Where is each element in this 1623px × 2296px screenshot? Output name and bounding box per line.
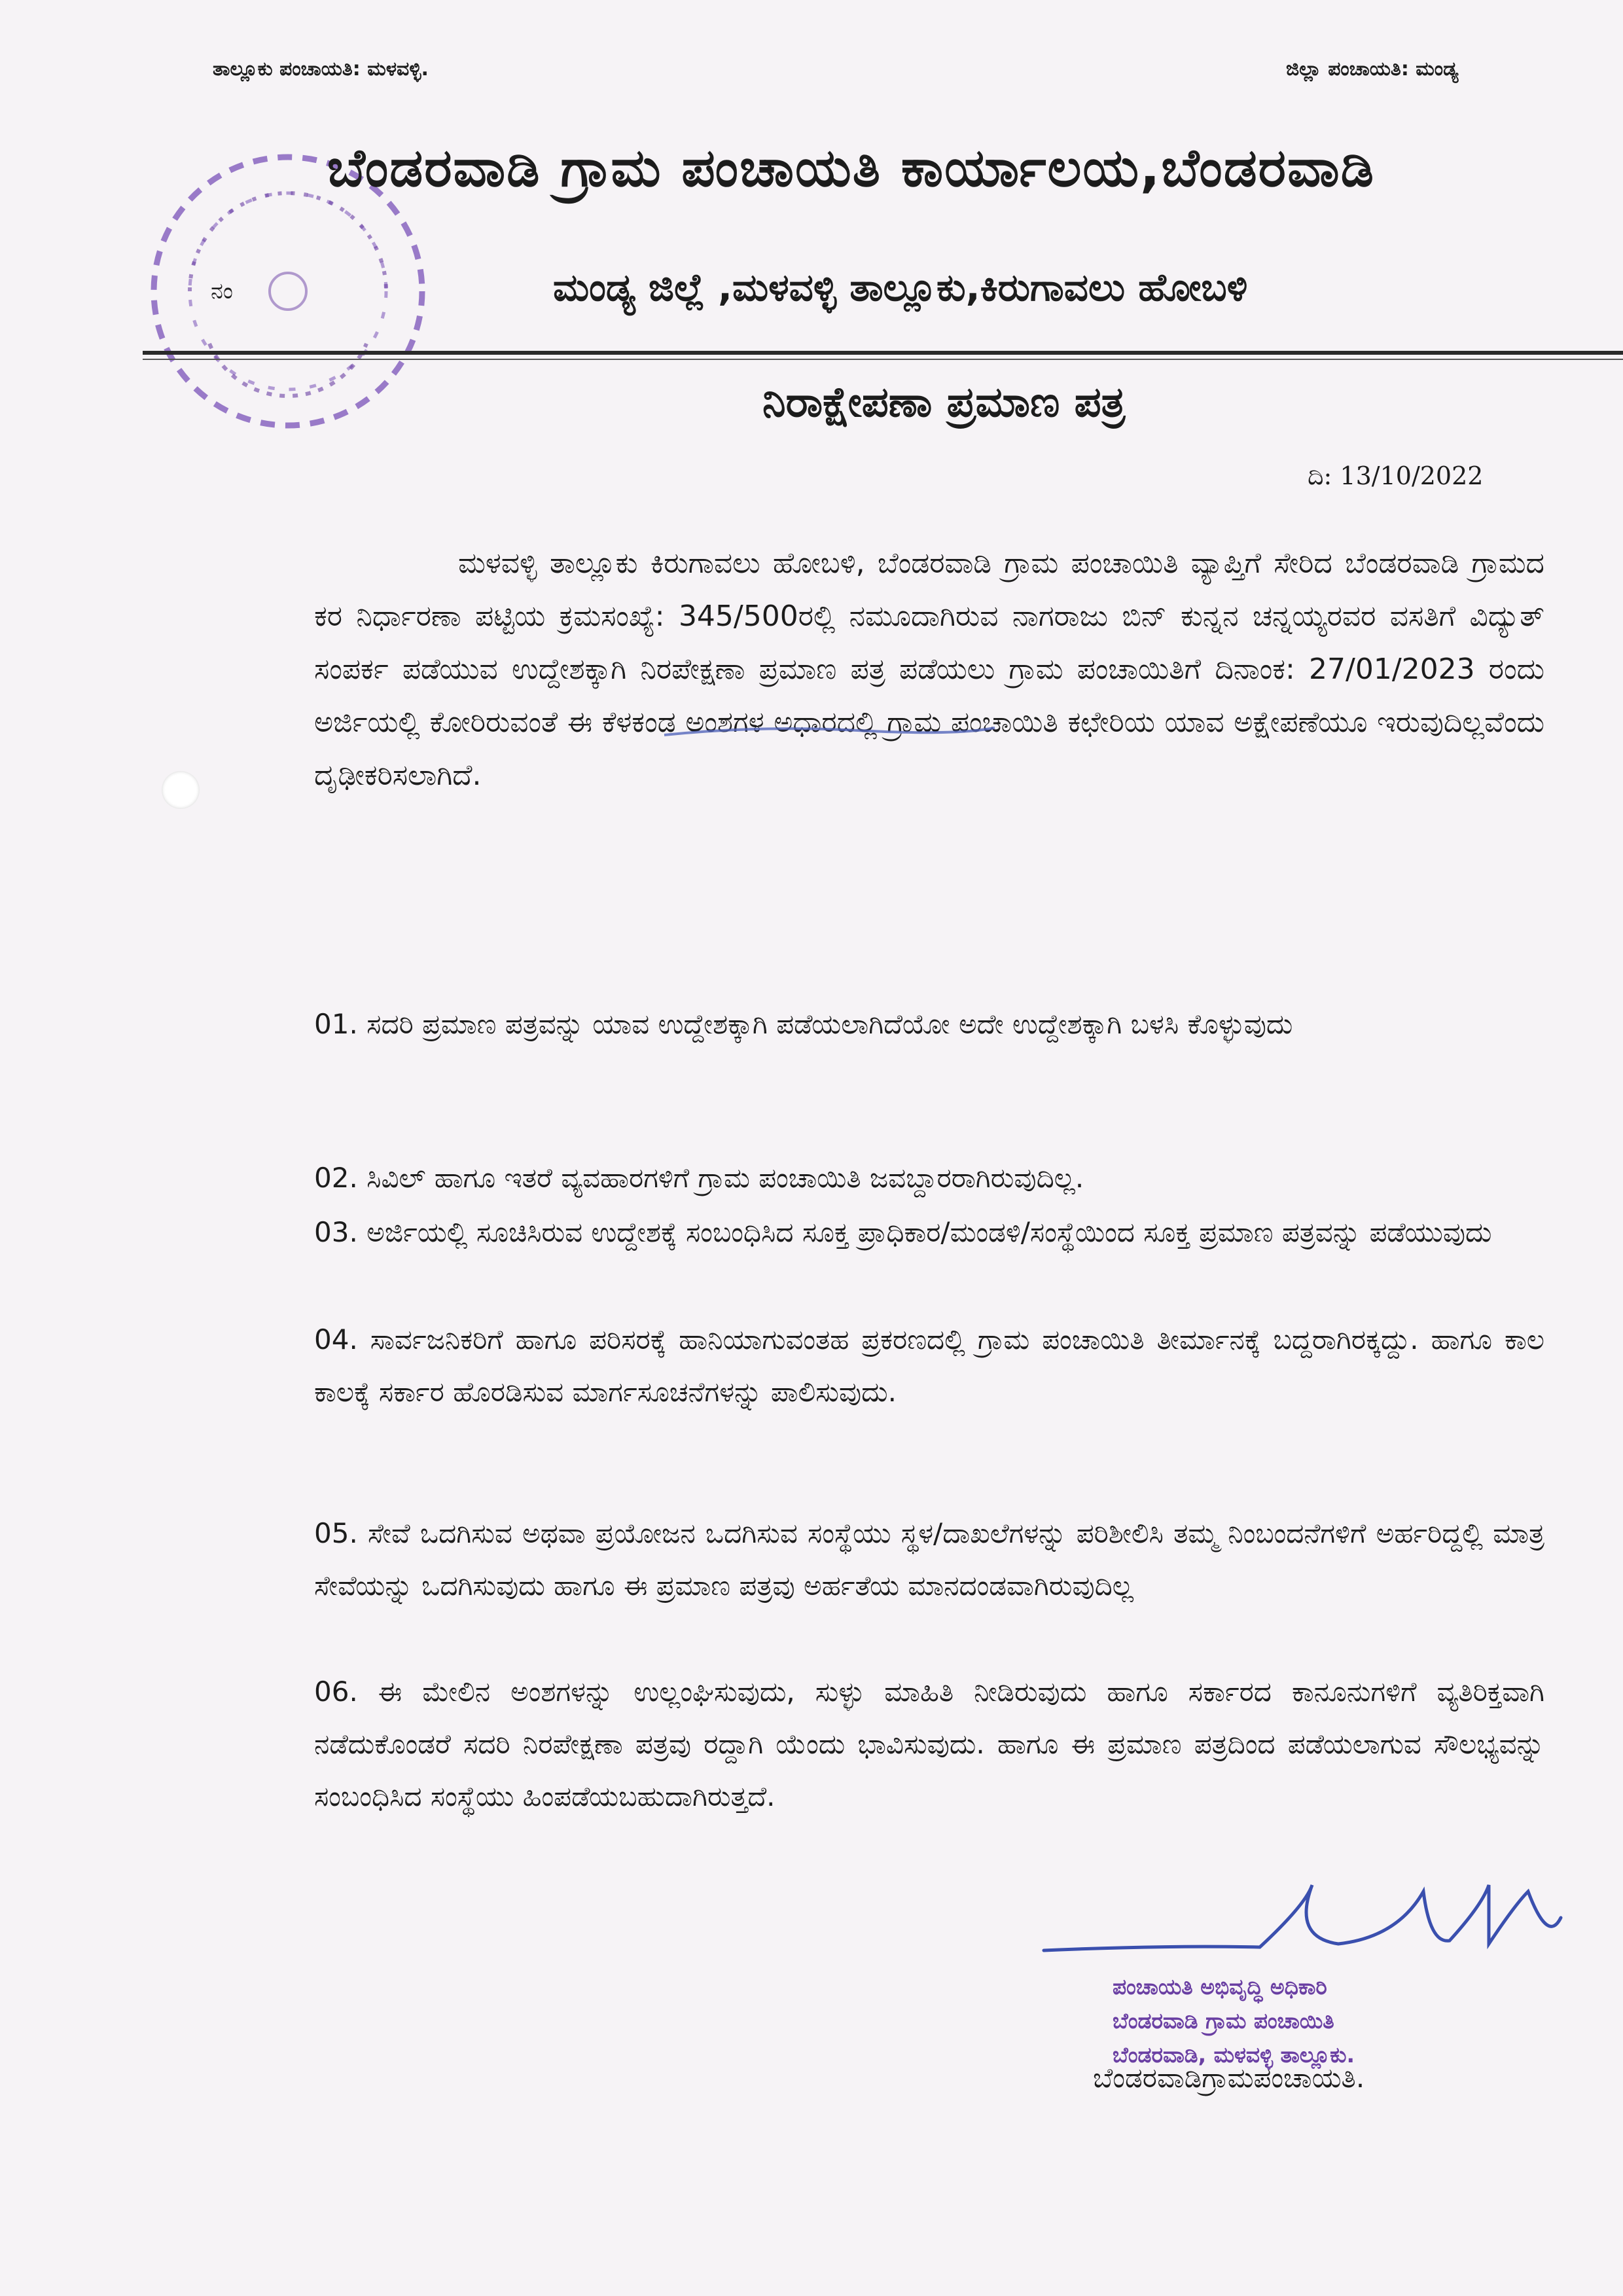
seal-line-designation: ಪಂಚಾಯತಿ ಅಭಿವೃದ್ಧಿ ಅಧಿಕಾರಿ: [1113, 1974, 1327, 2000]
reference-number: ನಂ: [211, 278, 233, 304]
handwritten-signature: [1031, 1865, 1567, 1970]
header-rule-thin: [143, 359, 1623, 360]
condition-item: 02. ಸಿವಿಲ್ ಹಾಗೂ ಇತರೆ ವ್ಯವಹಾರಗಳಿಗೆ ಗ್ರಾಮ ಪಂಚಾಯಿತಿ ಜವಬ್ದಾರರಾಗಿರುವುದಿಲ್ಲ.: [314, 1162, 1084, 1194]
header-rule: [143, 351, 1623, 355]
office-title: ಬೆಂಡರವಾಡಿ ಗ್ರಾಮ ಪಂಚಾಯತಿ ಕಾರ್ಯಾಲಯ,ಬೆಂಡರವಾಡಿ: [327, 137, 1375, 198]
condition-item: 04. ಸಾರ್ವಜನಿಕರಿಗೆ ಹಾಗೂ ಪರಿಸರಕ್ಕೆ ಹಾನಿಯಾಗುವಂತಹ ಪ್ರಕರಣದಲ್ಲಿ ಗ್ರಾಮ ಪಂಚಾಯಿತಿ ತೀರ್ಮಾನಕ್ಕೆ ಬದ್ದರಾಗಿರಕ್ಕದ್ದು. ಹಾಗೂ ಕಾಲ ಕಾಲಕ್ಕೆ ಸರ್ಕಾರ ಹೊರಡಿಸುವ ಮಾರ್ಗಸೂಚನೆಗಳನ್ನು ಪಾಲಿಸುವುದು.: [314, 1323, 1544, 1408]
condition-item: 01. ಸದರಿ ಪ್ರಮಾಣ ಪತ್ರವನ್ನು ಯಾವ ಉದ್ದೇಶಕ್ಕಾಗಿ ಪಡೆಯಲಾಗಿದೆಯೋ ಅದೇ ಉದ್ದೇಶಕ್ಕಾಗಿ ಬಳಸಿ ಕೊಳ್ಳುವುದು: [314, 1008, 1293, 1040]
handwritten-underline: [661, 719, 1001, 745]
taluk-panchayat-label: ತಾಲ್ಲೂಕು ಪಂಚಾಯತಿ: ಮಳವಳ್ಳಿ.: [213, 58, 429, 81]
document-date: ದಿ: 13/10/2022: [1308, 461, 1484, 490]
condition-item: 03. ಅರ್ಜಿಯಲ್ಲಿ ಸೂಚಿಸಿರುವ ಉದ್ದೇಶಕ್ಕೆ ಸಂಬಂಧಿಸಿದ ಸೂಕ್ತ ಪ್ರಾಧಿಕಾರ/ಮಂಡಳಿ/ಸಂಸ್ಥೆಯಿಂದ ಸೂಕ್ತ ಪ್ರಮಾಣ ಪತ್ರವನ್ನು ಪಡೆಯುವುದು: [314, 1216, 1492, 1248]
seal-line-location: ಬೆಂಡರವಾಡಿ, ಮಳವಳ್ಳಿ ತಾಲ್ಲೂಕು.: [1113, 2042, 1355, 2068]
condition-item: 06. ಈ ಮೇಲಿನ ಅಂಶಗಳನ್ನು ಉಲ್ಲಂಘಿಸುವುದು, ಸುಳ್ಳು ಮಾಹಿತಿ ನೀಡಿರುವುದು ಹಾಗೂ ಸರ್ಕಾರದ ಕಾನೂನುಗಳಿಗೆ ವ್ಯತಿರಿಕ್ತವಾಗಿ ನಡೆದುಕೊಂಡರೆ ಸದರಿ ನಿರಪೇಕ್ಷಣಾ ಪತ್ರವು ರದ್ದಾಗಿ ಯೆಂದು ಭಾವಿಸುವುದು. ಹಾಗೂ ಈ ಪ್ರಮಾಣ ಪತ್ರದಿಂದ ಪಡೆಯಲಾಗುವ ಸೌಲಭ್ಯವನ್ನು ಸಂಬಂಧಿಸಿದ ಸಂಸ್ಥೆಯು ಹಿಂಪಡೆಯಬಹುದಾಗಿರುತ್ತದೆ.: [314, 1676, 1544, 1812]
document-title: ನಿರಾಕ್ಷೇಪಣಾ ಪ್ರಮಾಣ ಪತ್ರ: [762, 378, 1126, 427]
signatory-footer: ಬೆಂಡರವಾಡಿಗ್ರಾಮಪಂಚಾಯತಿ.: [1093, 2062, 1365, 2094]
office-address: ಮಂಡ್ಯ ಜಿಲ್ಲೆ ,ಮಳವಳ್ಳಿ ತಾಲ್ಲೂಕು,ಕಿರುಗಾವಲು ಹೋಬಳಿ: [553, 265, 1248, 310]
seal-line-panchayat: ಬೆಂಡರವಾಡಿ ಗ್ರಾಮ ಪಂಚಾಯಿತಿ: [1113, 2008, 1334, 2034]
condition-item: 05. ಸೇವೆ ಒದಗಿಸುವ ಅಥವಾ ಪ್ರಯೋಜನ ಒದಗಿಸುವ ಸಂಸ್ಥೆಯು ಸ್ಥಳ/ದಾಖಲೆಗಳನ್ನು ಪರಿಶೀಲಿಸಿ ತಮ್ಮ ನಿಂಬಂದನೆಗಳಿಗೆ ಅರ್ಹರಿದ್ದಲ್ಲಿ ಮಾತ್ರ ಸೇವೆಯನ್ನು ಒದಗಿಸುವುದು ಹಾಗೂ ಈ ಪ್ರಮಾಣ ಪತ್ರವು ಅರ್ಹತೆಯ ಮಾನದಂಡವಾಗಿರುವುದಿಲ್ಲ: [314, 1517, 1544, 1602]
punch-hole: [162, 771, 200, 809]
designation-seal: [1113, 1970, 1355, 2072]
certificate-body: ಮಳವಳ್ಳಿ ತಾಲ್ಲೂಕು ಕಿರುಗಾವಲು ಹೋಬಳಿ, ಬೆಂಡರವಾಡಿ ಗ್ರಾಮ ಪಂಚಾಯಿತಿ ವ್ಯಾಪ್ತಿಗೆ ಸೇರಿದ ಬೆಂಡರವಾಡಿ ಗ್ರಾಮದ ಕರ ನಿರ್ಧಾರಣಾ ಪಟ್ಟಿಯ ಕ್ರಮಸಂಖ್ಯೆ: 345/500ರಲ್ಲಿ ನಮೂದಾಗಿರುವ ನಾಗರಾಜು ಬಿನ್ ಕುನ್ನನ ಚನ್ನಯ್ಯರವರ ವಸತಿಗೆ ವಿದ್ಯುತ್ ಸಂಪರ್ಕ ಪಡೆಯುವ ಉದ್ದೇಶಕ್ಕಾಗಿ ನಿರಪೇಕ್ಷಣಾ ಪ್ರಮಾಣ ಪತ್ರ ಪಡೆಯಲು ಗ್ರಾಮ ಪಂಚಾಯಿತಿಗೆ ದಿನಾಂಕ: 27/01/2023 ರಂದು ಅರ್ಜಿಯಲ್ಲಿ ಕೋರಿರುವಂತೆ ಈ ಕೆಳಕಂಡ ಅಂಶಗಳ ಅಧಾರದಲ್ಲಿ ಗ್ರಾಮ ಪಂಚಾಯಿತಿ ಕಛೇರಿಯ ಯಾವ ಅಕ್ಷೇಪಣೆಯೂ ಇರುವುದಿಲ್ಲವೆಂದು ದೃಢೀಕರಿಸಲಾಗಿದೆ.: [314, 547, 1544, 792]
zilla-panchayat-label: ಜಿಲ್ಲಾ ಪಂಚಾಯತಿ: ಮಂಡ್ಯ: [1286, 58, 1459, 81]
